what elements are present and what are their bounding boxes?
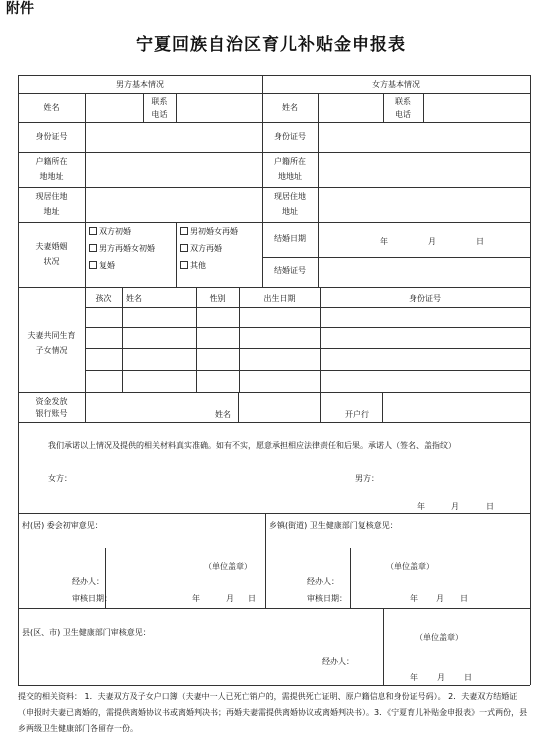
marriage-option-male-remarried[interactable]: 男方再婚女初婚 (89, 243, 155, 254)
pledge-month: 月 (451, 502, 459, 511)
county-day: 日 (464, 673, 472, 682)
husband-hukou-label-1: 户籍所在 (35, 157, 68, 166)
children-label-2: 子女情况 (35, 346, 68, 355)
marriage-option-other[interactable]: 其他 (180, 260, 206, 271)
marriage-date-label: 结婚日期 (274, 234, 306, 243)
children-col-gender: 性别 (209, 294, 226, 303)
husband-name-label: 姓名 (43, 103, 60, 112)
township-month: 月 (436, 594, 444, 603)
township-review-label: 乡镇(街道) 卫生健康部门复核意见： (269, 521, 398, 530)
husband-name-field[interactable] (86, 94, 142, 121)
husband-address-label-2: 地址 (43, 207, 60, 216)
township-day: 日 (460, 594, 468, 603)
attachment-label: 附件 (6, 1, 34, 17)
checkbox-icon (180, 261, 188, 269)
husband-address-label-1: 现居住地 (35, 192, 68, 201)
village-handler-label: 经办人： (72, 577, 104, 586)
county-seal: （单位盖章） (415, 633, 463, 642)
wife-section-header: 女方基本情况 (372, 80, 420, 89)
wife-address-label-1: 现居住地 (274, 192, 306, 201)
bank-name-field[interactable] (383, 393, 529, 421)
children-col-name: 姓名 (126, 294, 142, 303)
submission-notes: 提交的相关资料： 1．夫妻双方及子女户口簿（夫妻中一人已死亡销户的，需提供死亡证明、原户籍信息和身份证号码）。 2．夫妻双方结婚证（申报时夫妻已离婚的，需提供离婚协议书或离婚判决书；再婚夫妻需提供离婚协议或离婚判决书）。3．《宁夏育儿补贴金申报表》一式两份，县乡两级卫生健康部门各留存一份。 (18, 692, 528, 733)
marriage-cert-field[interactable] (319, 258, 529, 286)
wife-id-label: 身份证号 (274, 132, 306, 141)
county-handler-label: 经办人： (322, 657, 354, 666)
husband-hukou-field[interactable] (86, 153, 261, 186)
bank-holder-name-label: 姓名 (215, 410, 231, 419)
table-row[interactable] (86, 308, 530, 327)
marriage-cert-label: 结婚证号 (274, 266, 306, 275)
page-title: 宁夏回族自治区育儿补贴金申报表 (136, 35, 406, 55)
marriage-status-label-2: 状况 (43, 257, 60, 266)
checkbox-icon (180, 227, 188, 235)
township-review-date-label: 审核日期： (307, 594, 347, 603)
bank-label-2: 银行账号 (35, 409, 68, 418)
village-day: 日 (248, 594, 256, 603)
pledge-text: 我们承诺以上情况及提供的相关材料真实准确。如有不实，愿意承担相应法律责任和后果。承诺人（签名、盖指纹） (48, 441, 456, 450)
village-review-date-label: 审核日期： (72, 594, 112, 603)
county-month: 月 (437, 673, 445, 682)
township-handler-label: 经办人： (307, 577, 339, 586)
marriage-date-year: 年 (380, 237, 388, 246)
children-col-order: 孩次 (95, 294, 112, 303)
husband-phone-label-2: 电话 (151, 110, 168, 119)
husband-address-field[interactable] (86, 188, 261, 221)
checkbox-icon (89, 244, 97, 252)
wife-name-label: 姓名 (282, 103, 298, 112)
children-label-1: 夫妻共同生育 (27, 331, 76, 340)
wife-name-field[interactable] (319, 94, 382, 121)
husband-phone-label-1: 联系 (151, 97, 168, 106)
township-seal: （单位盖章） (386, 562, 434, 571)
checkbox-icon (89, 227, 97, 235)
husband-hukou-label-2: 地地址 (39, 172, 64, 181)
pledge-wife-label: 女方： (48, 474, 72, 483)
wife-address-label-2: 地址 (282, 207, 298, 216)
marriage-option-female-remarried[interactable]: 男初婚女再婚 (180, 226, 238, 237)
children-col-id: 身份证号 (409, 294, 441, 303)
checkbox-icon (89, 261, 97, 269)
marriage-option-both-remarried[interactable]: 双方再婚 (180, 243, 222, 254)
village-review-label: 村(居) 委会初审意见： (22, 521, 103, 530)
pledge-husband-label: 男方： (355, 474, 379, 483)
husband-id-label: 身份证号 (35, 132, 68, 141)
marriage-date-month: 月 (428, 237, 436, 246)
marriage-status-label-1: 夫妻婚姻 (35, 242, 68, 251)
wife-hukou-label-2: 地地址 (278, 172, 302, 181)
marriage-date-day: 日 (476, 237, 484, 246)
table-row[interactable] (86, 349, 530, 370)
table-row[interactable] (86, 371, 530, 392)
wife-phone-label-2: 电话 (395, 110, 411, 119)
bank-label-1: 资金发放 (35, 397, 68, 406)
wife-phone-label-1: 联系 (395, 97, 411, 106)
wife-phone-field[interactable] (424, 94, 529, 121)
pledge-day: 日 (486, 502, 494, 511)
village-year: 年 (192, 594, 200, 603)
children-col-birthdate: 出生日期 (263, 294, 296, 303)
village-month: 月 (226, 594, 234, 603)
wife-address-field[interactable] (319, 188, 529, 221)
wife-id-field[interactable] (319, 123, 529, 151)
marriage-date-field[interactable] (319, 223, 529, 256)
husband-section-header: 男方基本情况 (116, 80, 164, 89)
wife-hukou-field[interactable] (319, 153, 529, 186)
wife-hukou-label-1: 户籍所在 (274, 157, 306, 166)
bank-name-label: 开户行 (345, 410, 369, 419)
village-seal: （单位盖章） (204, 562, 252, 571)
marriage-option-both-first[interactable]: 双方初婚 (89, 226, 131, 237)
husband-id-field[interactable] (86, 123, 261, 151)
checkbox-icon (180, 244, 188, 252)
husband-phone-field[interactable] (177, 94, 261, 121)
marriage-option-remarriage[interactable]: 复婚 (89, 260, 115, 271)
county-year: 年 (410, 673, 418, 682)
pledge-year: 年 (417, 502, 425, 511)
county-review-label: 县(区、市) 卫生健康部门审核意见： (22, 628, 151, 637)
bank-holder-name-field[interactable] (239, 393, 319, 421)
table-row[interactable] (86, 328, 530, 348)
township-year: 年 (410, 594, 418, 603)
